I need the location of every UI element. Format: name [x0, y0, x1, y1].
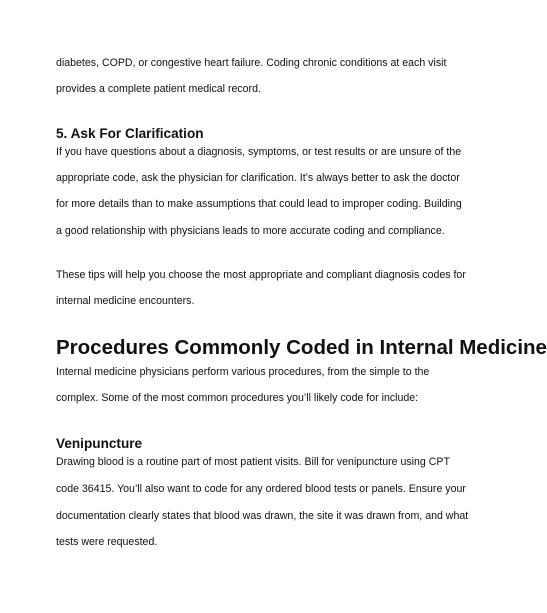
paragraph-line: documentation clearly states that blood was drawn, the site it was drawn from, and what — [56, 510, 469, 522]
paragraph-line: provides a complete patient medical record. — [56, 83, 261, 95]
paragraph-line: Drawing blood is a routine part of most patient visits. Bill for venipuncture using CPT — [56, 456, 450, 468]
section-heading-ask-for-clarification: 5. Ask For Clarification — [56, 126, 204, 141]
paragraph-line: appropriate code, ask the physician for clarification. It’s always better to ask the doctor — [56, 172, 460, 184]
paragraph-line: complex. Some of the most common procedures you’ll likely code for include: — [56, 392, 419, 404]
paragraph-line: code 36415. You’ll also want to code for any ordered blood tests or panels. Ensure your — [56, 483, 466, 495]
paragraph-line: Internal medicine physicians perform various procedures, from the simple to the — [56, 366, 430, 378]
section-heading-procedures: Procedures Commonly Coded in Internal Medicine — [56, 336, 547, 359]
paragraph-line: These tips will help you choose the most appropriate and compliant diagnosis codes for — [56, 269, 466, 281]
paragraph-line: tests were requested. — [56, 536, 158, 548]
paragraph-line: If you have questions about a diagnosis, symptoms, or test results or are unsure of the — [56, 146, 462, 158]
paragraph-line: a good relationship with physicians leads to more accurate coding and compliance. — [56, 225, 445, 237]
paragraph-line: internal medicine encounters. — [56, 295, 195, 307]
section-heading-venipuncture: Venipuncture — [56, 436, 143, 451]
paragraph-line: diabetes, COPD, or congestive heart failure. Coding chronic conditions at each visit — [56, 57, 447, 69]
paragraph-line: for more details than to make assumptions that could lead to improper coding. Building — [56, 198, 462, 210]
